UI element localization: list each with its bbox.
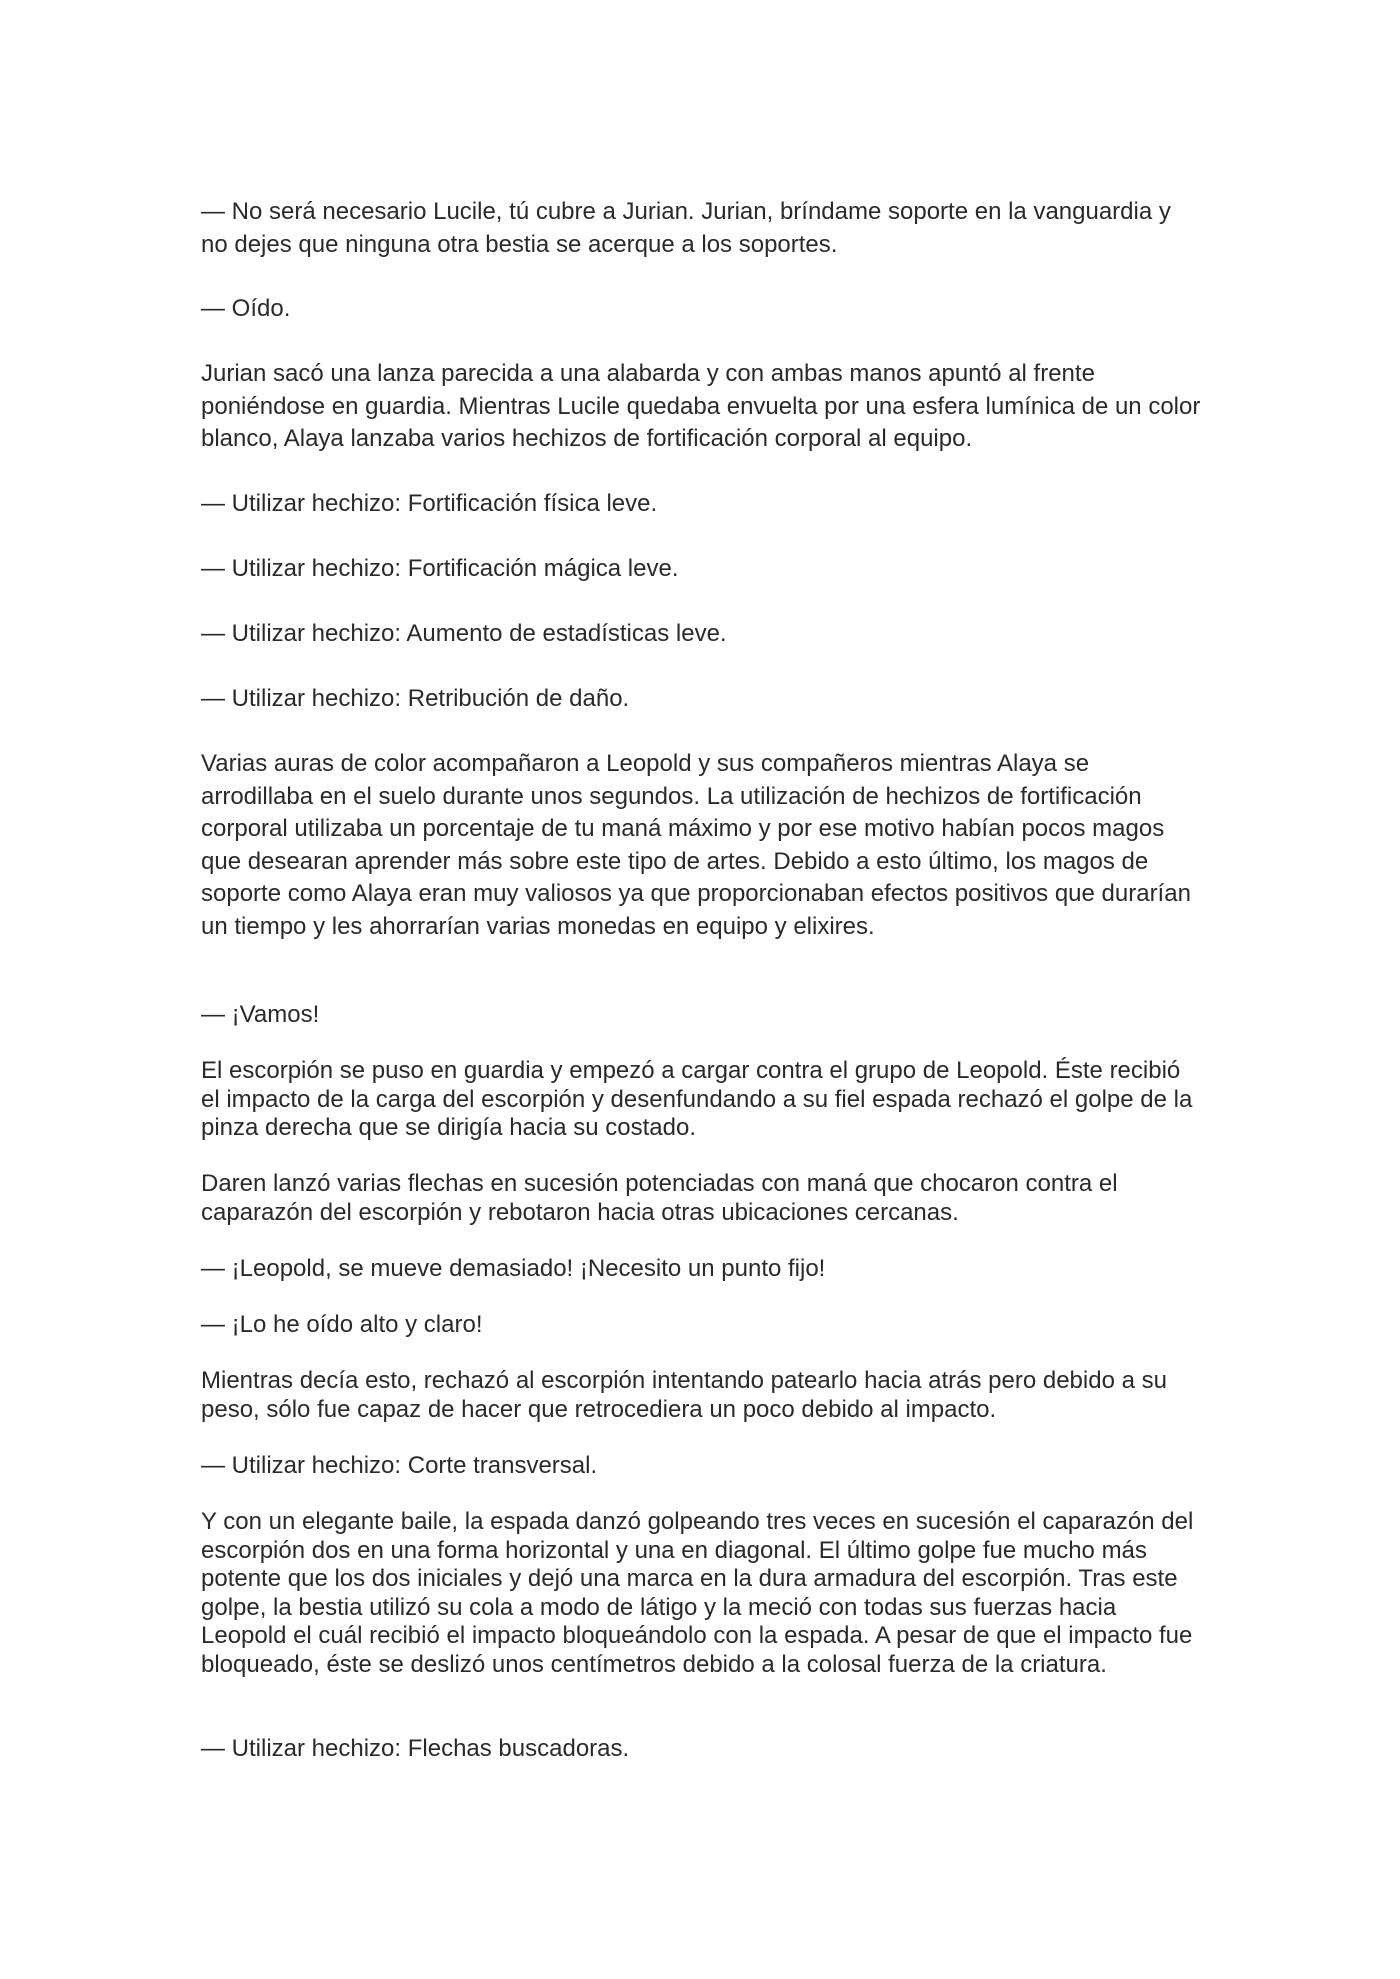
paragraph-dialogue: — No será necesario Lucile, tú cubre a Jurian. Jurian, bríndame soporte en la vanguardia y no dejes que ninguna otra bestia se acerque a los soportes. (201, 198, 1171, 258)
paragraph-spell: — Utilizar hechizo: Flechas buscadoras. (201, 1735, 630, 1762)
paragraph-dialogue: — ¡Vamos! (201, 1001, 320, 1028)
paragraph-dialogue: — ¡Lo he oído alto y claro! (201, 1311, 483, 1338)
paragraph-dialogue: — Oído. (201, 295, 291, 322)
paragraph-spell: — Utilizar hechizo: Fortificación física leve. (201, 490, 658, 517)
paragraph-narration: Mientras decía esto, rechazó al escorpión intentando patearlo hacia atrás pero debido a su peso, sólo fue capaz de hacer que retrocediera un poco debido al impacto. (201, 1367, 1167, 1423)
paragraph-spell: — Utilizar hechizo: Retribución de daño. (201, 685, 630, 712)
paragraph-narration: Jurian sacó una lanza parecida a una alabarda y con ambas manos apuntó al frente poniéndose en guardia. Mientras Lucile quedaba envuelta por una esfera lumínica de un color blanco, Alaya lanzaba varios hechizos de fortificación corporal al equipo. (201, 360, 1201, 452)
paragraph-narration: Y con un elegante baile, la espada danzó golpeando tres veces en sucesión el caparazón del escorpión dos en una forma horizontal y una en diagonal. El último golpe fue mucho más potente que los dos iniciales y dejó una marca en la dura armadura del escorpión. Tras este golpe, la bestia utilizó su cola a modo de látigo y la meció con todas sus fuerzas hacia Leopold el cuál recibió el impacto bloqueándolo con la espada. A pesar de que el impacto fue bloqueado, éste se deslizó unos centímetros debido a la colosal fuerza de la criatura. (201, 1508, 1194, 1678)
paragraph-spell: — Utilizar hechizo: Corte transversal. (201, 1452, 598, 1479)
paragraph-spell: — Utilizar hechizo: Aumento de estadísticas leve. (201, 620, 727, 647)
paragraph-narration: El escorpión se puso en guardia y empezó a cargar contra el grupo de Leopold. Éste recibió el impacto de la carga del escorpión y desenfundando a su fiel espada rechazó el golpe de la pinza derecha que se dirigía hacia su costado. (201, 1057, 1193, 1141)
paragraph-narration: Daren lanzó varias flechas en sucesión potenciadas con maná que chocaron contra el caparazón del escorpión y rebotaron hacia otras ubicaciones cercanas. (201, 1170, 1118, 1226)
paragraph-dialogue: — ¡Leopold, se mueve demasiado! ¡Necesito un punto fijo! (201, 1255, 826, 1282)
paragraph-narration: Varias auras de color acompañaron a Leopold y sus compañeros mientras Alaya se arrodillaba en el suelo durante unos segundos. La utilización de hechizos de fortificación corporal utilizaba un porcentaje de tu maná máximo y por ese motivo habían pocos magos que desearan aprender más sobre este tipo de artes. Debido a esto último, los magos de soporte como Alaya eran muy valiosos ya que proporcionaban efectos positivos que durarían un tiempo y les ahorrarían varias monedas en equipo y elixires. (201, 750, 1191, 940)
paragraph-spell: — Utilizar hechizo: Fortificación mágica leve. (201, 555, 679, 582)
